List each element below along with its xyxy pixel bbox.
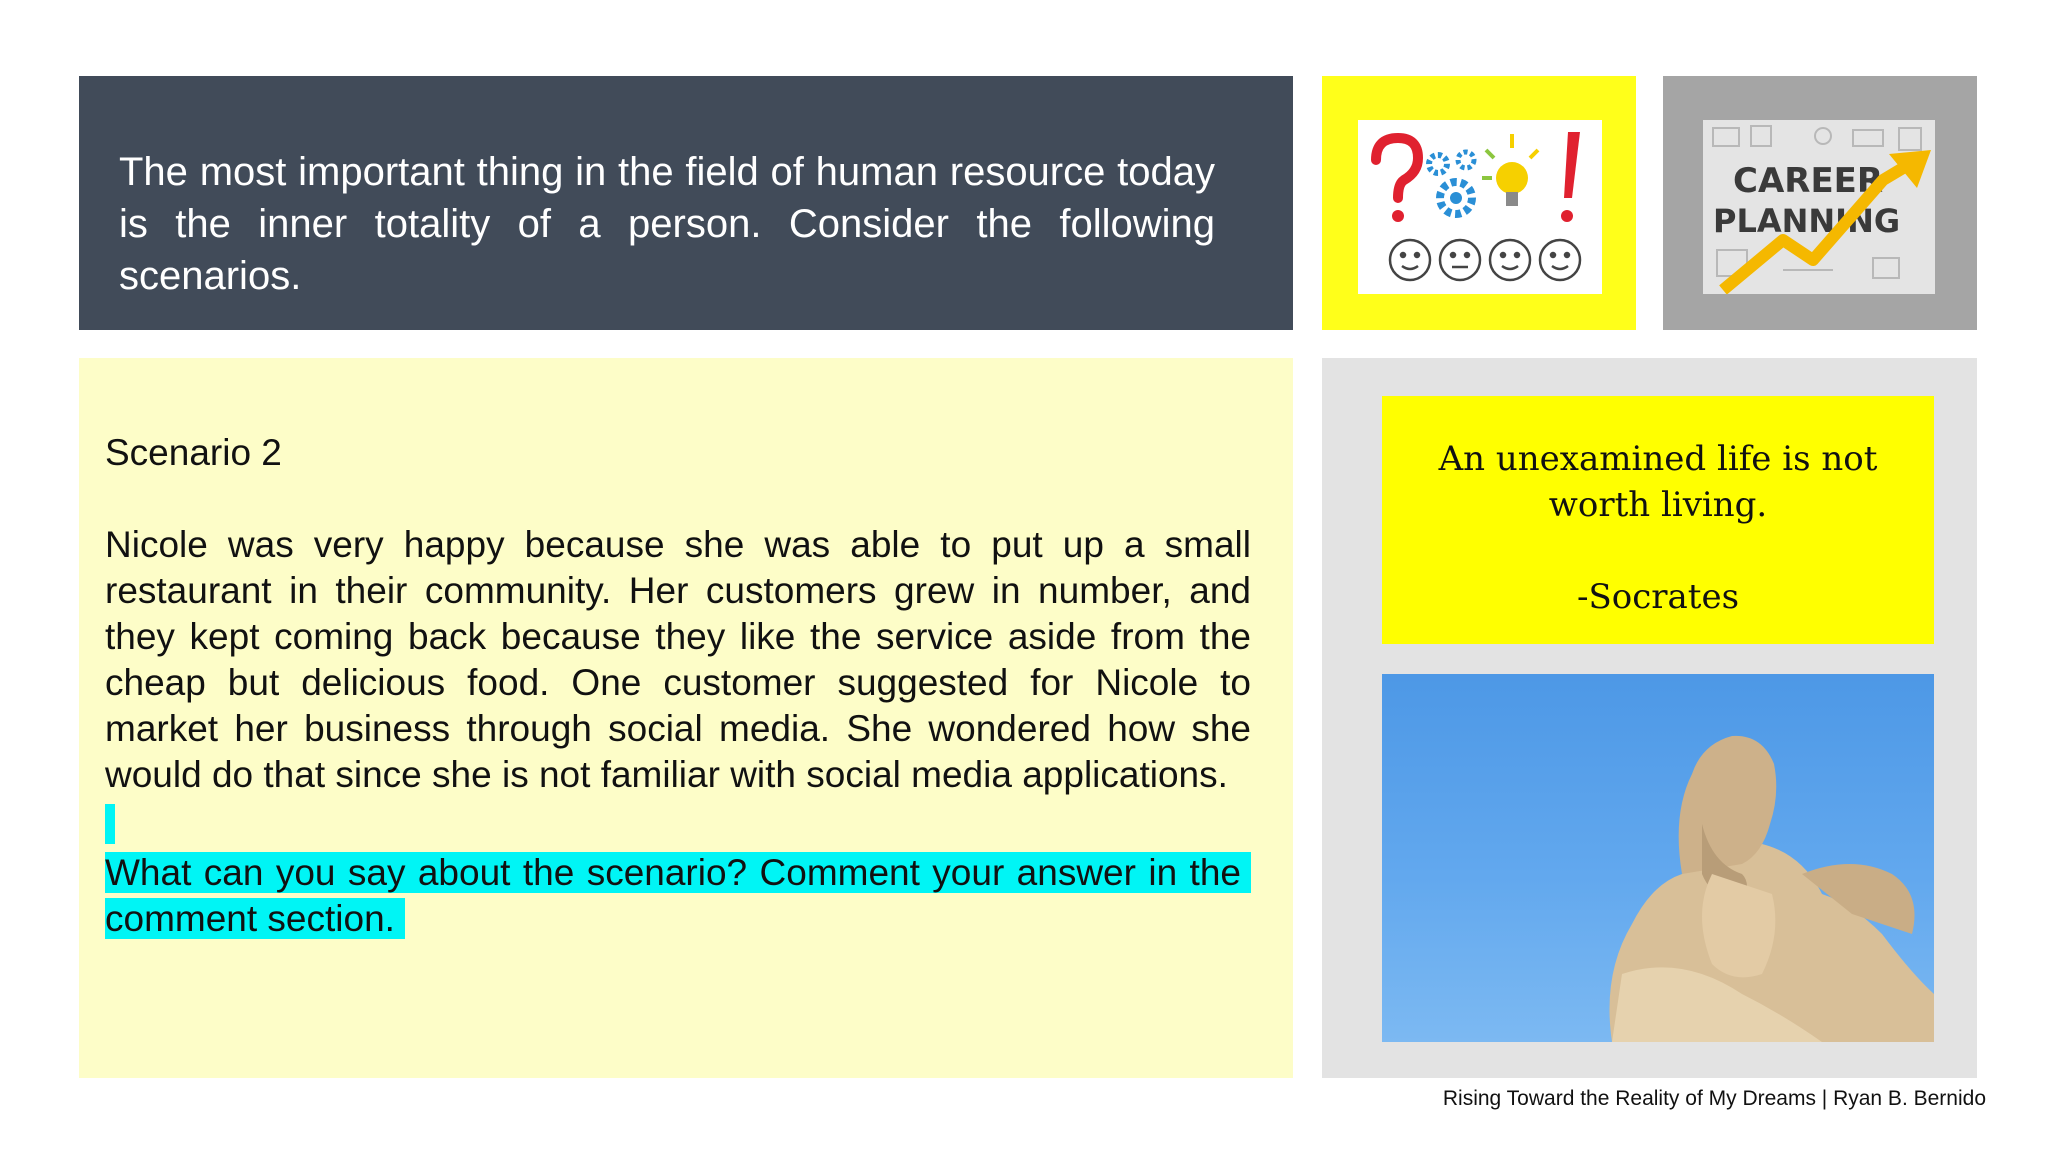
exclamation-icon	[1561, 132, 1580, 222]
quote-card	[1382, 396, 1934, 644]
scenario-body: Nicole was very happy because she was able to put up a small restaurant in their community. Her customers grew in number, and they kept coming back because they like the service aside from the cheap but delicious food. One customer suggested for Nicole to market her business through social media. She wondered how she would do that since she is not familiar with social media applications.	[105, 524, 1251, 795]
career-word: CAREER	[1733, 161, 1884, 201]
quote-text: An unexamined life is not worth living.	[1438, 439, 1878, 525]
quote-author: -Socrates	[1576, 577, 1740, 617]
career-planning-graphic	[1703, 120, 1935, 294]
header-text: The most important thing in the field of human resource today is the inner totality of a person. Consider the following scenarios.	[119, 150, 1215, 298]
highlight-marker	[105, 804, 115, 844]
statue-figure	[1610, 736, 1935, 1042]
gears-icon	[1429, 152, 1474, 214]
planning-word: PLANNING	[1713, 202, 1901, 240]
scenario-panel	[79, 358, 1293, 1078]
question-mark-icon	[1376, 138, 1418, 222]
lightbulb-icon	[1482, 134, 1538, 206]
header-banner	[79, 76, 1293, 330]
question-text: What can you say about the scenario? Comment your answer in the comment section.	[105, 852, 1251, 939]
scenario-title: Scenario 2	[105, 432, 282, 473]
career-image-tile	[1663, 76, 1977, 330]
socrates-statue-image	[1382, 674, 1934, 1042]
ideas-graphic	[1358, 120, 1602, 294]
smiley-icon	[1390, 240, 1580, 280]
footer-credit: Rising Toward the Reality of My Dreams | Ryan B. Bernido	[1442, 1087, 1986, 1110]
ideas-image-tile	[1322, 76, 1636, 330]
quote-panel	[1322, 358, 1977, 1078]
scenario-question	[105, 850, 1251, 942]
